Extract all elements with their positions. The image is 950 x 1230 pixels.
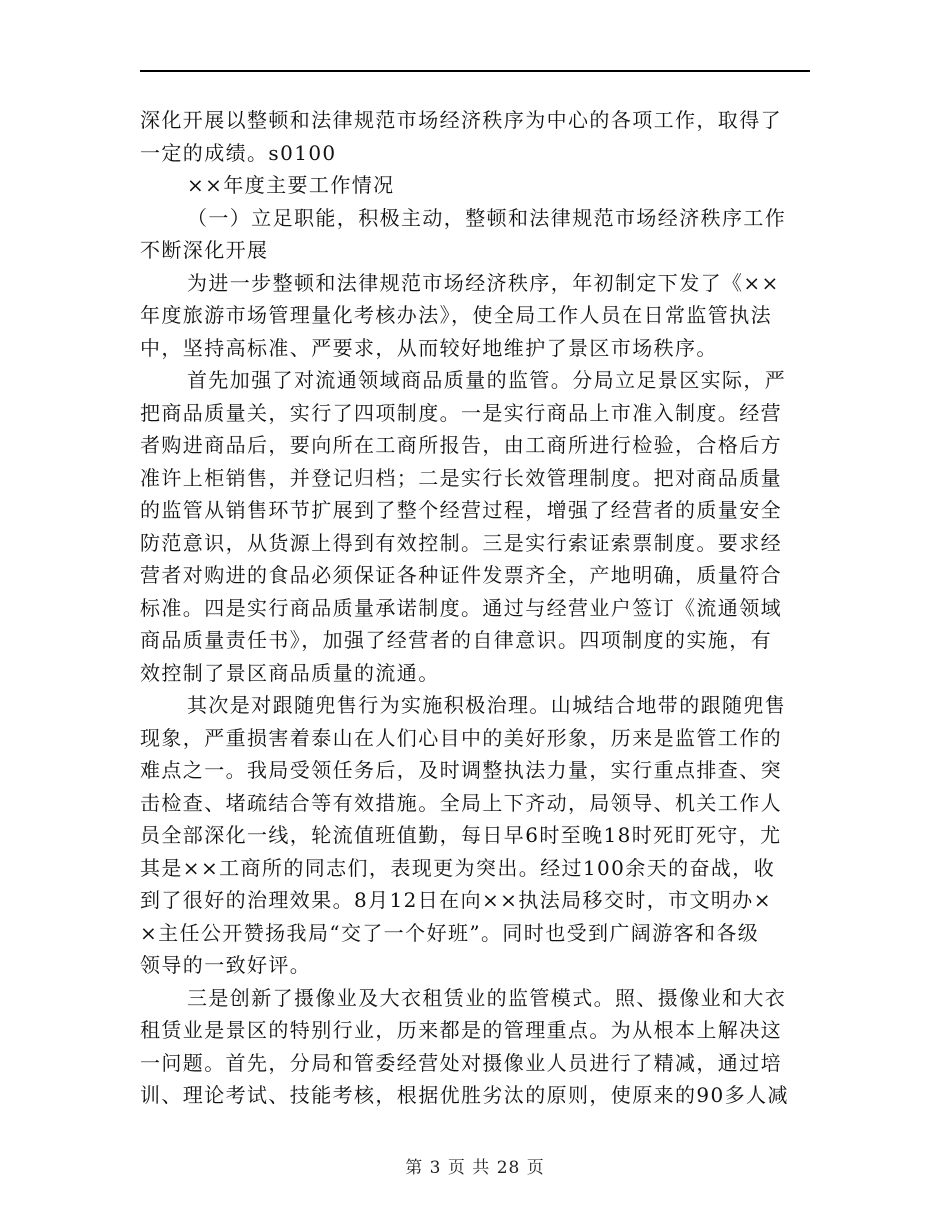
body-line: 营者对购进的食品必须保证各种证件发票齐全，产地明确，质量符合 bbox=[140, 563, 782, 587]
body-line: 效控制了景区商品质量的流通。 bbox=[140, 660, 440, 685]
paragraph-start: 三是创新了摄像业及大衣租赁业的监管模式。照、摄像业和大衣 bbox=[187, 985, 787, 1010]
subsection-heading: （一）立足职能，积极主动，整顿和法律规范市场经济秩序工作 bbox=[187, 205, 787, 230]
body-line: 租赁业是景区的特别行业，历来都是的管理重点。为从根本上解决这 bbox=[140, 1018, 782, 1042]
body-line: 年度旅游市场管理量化考核办法》，使全局工作人员在日常监管执法 bbox=[140, 303, 772, 327]
body-line: 把商品质量关，实行了四项制度。一是实行商品上市准入制度。经营 bbox=[140, 400, 782, 425]
body-line: 现象，严重损害着泰山在人们心目中的美好形象，历来是监管工作的 bbox=[140, 725, 782, 750]
paragraph-start: 首先加强了对流通领域商品质量的监管。分局立足景区实际，严 bbox=[187, 368, 787, 392]
body-line: 商品质量责任书》，加强了经营者的自律意识。四项制度的实施，有 bbox=[140, 628, 772, 652]
body-line: 到了很好的治理效果。8月12日在向××执法局移交时，市文明办× bbox=[140, 888, 772, 912]
body-line: 一定的成绩。s0100 bbox=[140, 140, 337, 165]
body-line: 标准。四是实行商品质量承诺制度。通过与经营业户签订《流通领域 bbox=[140, 595, 782, 620]
body-line: 中，坚持高标准、严要求，从而较好地维护了景区市场秩序。 bbox=[140, 335, 718, 360]
body-line: 领导的一致好评。 bbox=[140, 953, 312, 977]
body-line: 防范意识，从货源上得到有效控制。三是实行索证索票制度。要求经 bbox=[140, 530, 782, 555]
body-line: 者购进商品后，要向所在工商所报告，由工商所进行检验，合格后方 bbox=[140, 433, 782, 457]
section-heading: ××年度主要工作情况 bbox=[187, 173, 395, 197]
body-line: 的监管从销售环节扩展到了整个经营过程，增强了经营者的质量安全 bbox=[140, 498, 782, 522]
paragraph-start: 为进一步整顿和法律规范市场经济秩序，年初制定下发了《×× bbox=[187, 270, 780, 295]
body-line: ×主任公开赞扬我局“交了一个好班”。同时也受到广阔游客和各级 bbox=[140, 920, 760, 945]
document-body bbox=[140, 104, 810, 1112]
body-line: 难点之一。我局受领任务后，及时调整执法力量，实行重点排查、突 bbox=[140, 758, 782, 782]
body-line: 击检查、堵疏结合等有效措施。全局上下齐动，局领导、机关工作人 bbox=[140, 790, 782, 815]
body-line: 深化开展以整顿和法律规范市场经济秩序为中心的各项工作，取得了 bbox=[140, 108, 782, 132]
subsection-heading-cont: 不断深化开展 bbox=[140, 238, 269, 262]
header-rule bbox=[140, 70, 810, 72]
body-line: 准许上柜销售，并登记归档；二是实行长效管理制度。把对商品质量 bbox=[140, 465, 782, 490]
body-line: 训、理论考试、技能考核，根据优胜劣汰的原则，使原来的90多人减 bbox=[140, 1083, 789, 1107]
body-line: 一问题。首先，分局和管委经营处对摄像业人员进行了精减，通过培 bbox=[140, 1050, 782, 1075]
paragraph-start: 其次是对跟随兜售行为实施积极治理。山城结合地带的跟随兜售 bbox=[187, 693, 787, 717]
page-number-footer: 第 3 页 共 28 页 bbox=[405, 1158, 545, 1178]
body-line: 员全部深化一线，轮流值班值勤，每日早6时至晚18时死盯死守，尤 bbox=[140, 823, 782, 847]
body-line: 其是××工商所的同志们，表现更为突出。经过100余天的奋战，收 bbox=[140, 855, 776, 880]
